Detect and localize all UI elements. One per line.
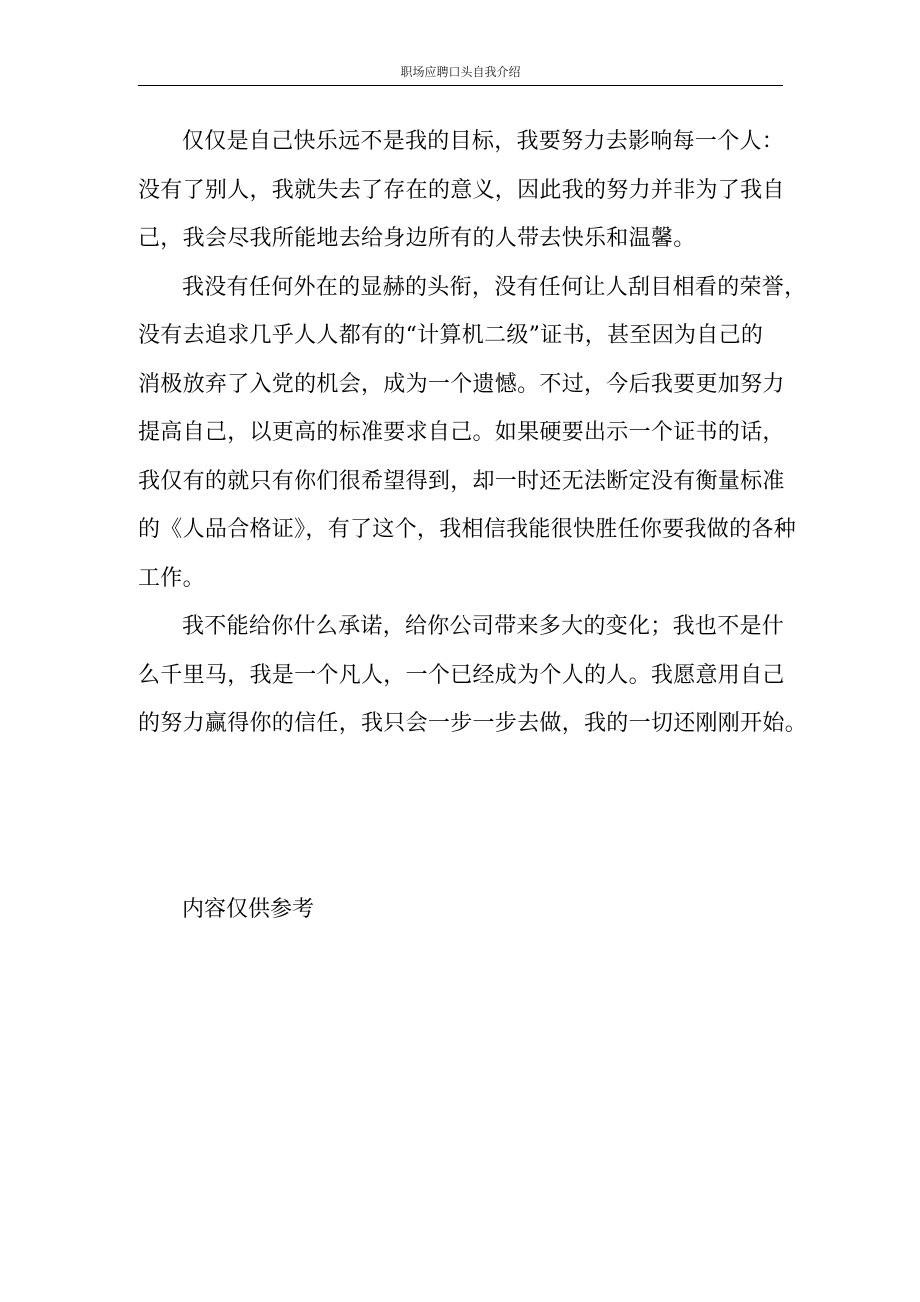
paragraph-line: 的《人品合格证》，有了这个，我相信我能很快胜任你要我做的各种	[138, 517, 797, 542]
header-title: 职场应聘口头自我介绍	[400, 65, 521, 79]
paragraph-line: 我没有任何外在的显赫的头衔，没有任何让人刮目相看的荣誉，	[182, 274, 807, 300]
document-body	[138, 118, 808, 749]
paragraph-line: 没有去追求几乎人人都有的“计算机二级”证书，甚至因为自己的	[138, 323, 764, 348]
paragraph-1	[138, 118, 788, 264]
paragraph-line: 消极放弃了入党的机会，成为一个遗憾。不过，今后我要更加努力	[138, 371, 785, 397]
paragraph-line: 没有了别人，我就失去了存在的意义，因此我的努力并非为了我自	[138, 177, 785, 203]
footer-note: 内容仅供参考	[182, 897, 315, 922]
paragraph-line: 我仅有的就只有你们很希望得到，却一时还无法断定没有衡量标准	[138, 468, 785, 494]
page-header	[138, 62, 783, 86]
paragraph-line: 我不能给你什么承诺，给你公司带来多大的变化；我也不是什	[182, 614, 785, 639]
paragraph-line: 仅仅是自己快乐远不是我的目标，我要努力去影响每一个人：	[182, 129, 785, 154]
paragraph-line: 己，我会尽我所能地去给身边所有的人带去快乐和温馨。	[138, 226, 696, 251]
paragraph-line: 么千里马，我是一个凡人，一个已经成为个人的人。我愿意用自己	[138, 662, 785, 688]
paragraph-3	[138, 603, 808, 749]
paragraph-2	[138, 264, 807, 604]
paragraph-line: 提高自己，以更高的标准要求自己。如果硬要出示一个证书的话，	[138, 420, 785, 445]
paragraph-line: 的努力赢得你的信任，我只会一步一步去做，我的一切还刚刚开始。	[138, 711, 808, 736]
paragraph-line: 工作。	[138, 565, 205, 591]
